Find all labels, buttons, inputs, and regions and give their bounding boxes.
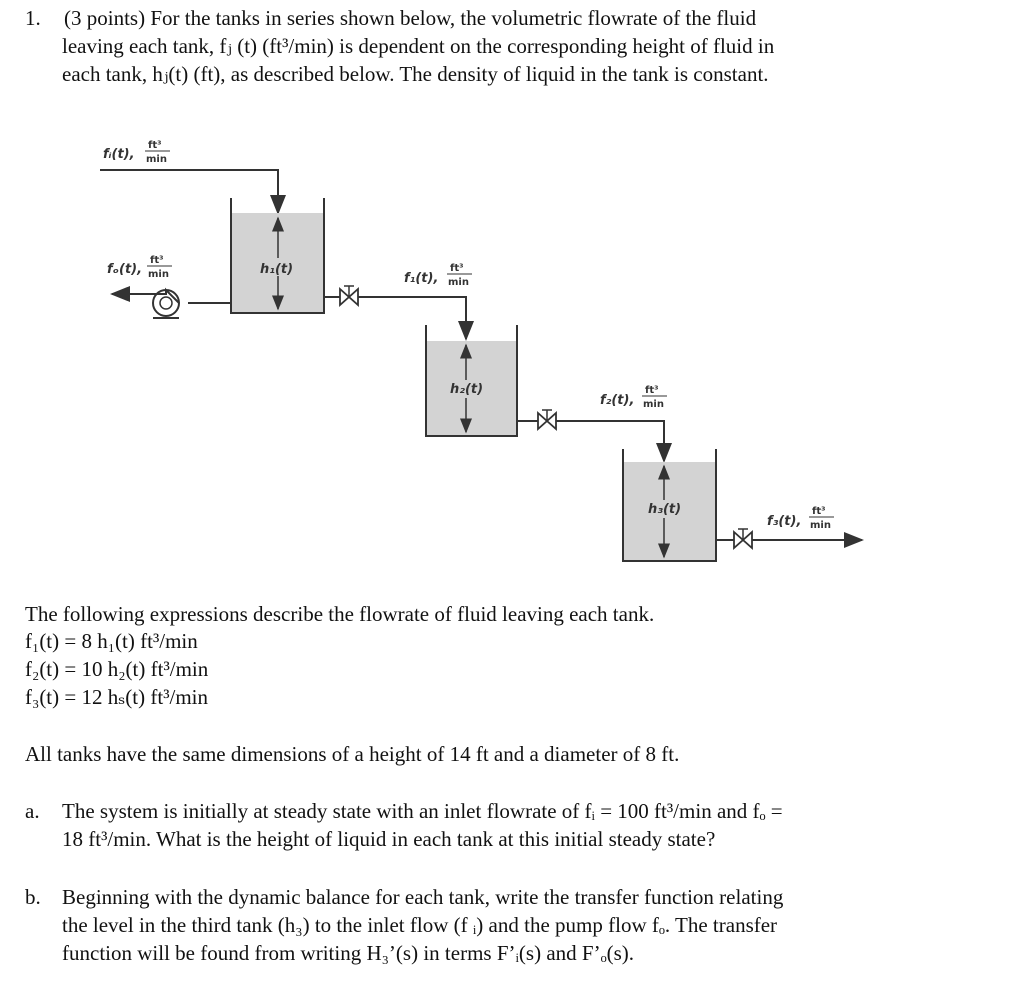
svg-text:ft³: ft³ bbox=[812, 506, 826, 517]
svg-text:min: min bbox=[810, 520, 831, 531]
svg-text:ft³: ft³ bbox=[645, 385, 659, 396]
dimensions-text: All tanks have the same dimensions of a height of 14 ft and a diameter of 8 ft. bbox=[25, 742, 680, 766]
svg-text:f₂(t),: f₂(t), bbox=[600, 393, 635, 408]
inlet-pipe bbox=[100, 170, 278, 213]
intro-line-3: each tank, hⱼ(t) (ft), as described below. The density of liquid in the tank is constant. bbox=[62, 62, 769, 86]
part-b-line-1: Beginning with the dynamic balance for each tank, write the transfer function relating bbox=[62, 885, 784, 909]
svg-text:min: min bbox=[448, 277, 469, 288]
part-a-line-2: 18 ft³/min. What is the height of liquid in each tank at this initial steady state? bbox=[62, 827, 716, 851]
pump bbox=[112, 290, 232, 318]
label-h3: h₃(t) bbox=[648, 502, 682, 517]
label-h2: h₂(t) bbox=[450, 382, 484, 397]
label-f1 bbox=[404, 263, 472, 288]
svg-text:f₃(t),: f₃(t), bbox=[767, 514, 802, 529]
svg-text:min: min bbox=[146, 154, 167, 165]
part-b-label: b. bbox=[25, 885, 41, 909]
tank-1 bbox=[231, 198, 324, 313]
svg-text:min: min bbox=[643, 399, 664, 410]
svg-text:min: min bbox=[148, 269, 169, 280]
intro-line-2: leaving each tank, fⱼ (t) (ft³/min) is dependent on the corresponding height of fluid in bbox=[62, 34, 775, 58]
part-a-line-1: The system is initially at steady state with an inlet flowrate of fᵢ = 100 ft³/min and fₒ = bbox=[62, 799, 783, 823]
intro-line-1: (3 points) For the tanks in series shown below, the volumetric flowrate of the fluid bbox=[64, 6, 757, 30]
svg-text:fₒ(t),: fₒ(t), bbox=[107, 262, 143, 277]
part-b-line-2: the level in the third tank (h₃) to the inlet flow (f ᵢ) and the pump flow fₒ. The transfer bbox=[62, 913, 778, 937]
label-h1: h₁(t) bbox=[260, 262, 294, 277]
svg-text:ft³: ft³ bbox=[148, 140, 162, 151]
equation-f3: f₃(t) = 12 hₛ(t) ft³/min bbox=[25, 685, 209, 709]
valve-1 bbox=[324, 286, 466, 339]
part-b-line-3: function will be found from writing H₃’(s) in terms F’ᵢ(s) and F’ₒ(s). bbox=[62, 941, 635, 965]
svg-text:ft³: ft³ bbox=[150, 255, 164, 266]
svg-text:fᵢ(t),: fᵢ(t), bbox=[103, 147, 135, 162]
label-f2 bbox=[600, 385, 667, 410]
problem-number: 1. bbox=[25, 6, 41, 30]
valve-3 bbox=[716, 529, 862, 548]
svg-text:f₁(t),: f₁(t), bbox=[404, 271, 439, 286]
equation-f1: f₁(t) = 8 h₁(t) ft³/min bbox=[25, 629, 198, 653]
label-fi bbox=[103, 140, 170, 165]
equation-f2: f₂(t) = 10 h₂(t) ft³/min bbox=[25, 657, 209, 681]
part-a-label: a. bbox=[25, 799, 40, 823]
svg-text:ft³: ft³ bbox=[450, 263, 464, 274]
label-fo bbox=[107, 255, 172, 280]
valve-2 bbox=[517, 410, 664, 461]
label-f3 bbox=[767, 506, 834, 531]
expressions-intro: The following expressions describe the flowrate of fluid leaving each tank. bbox=[25, 602, 655, 626]
tank-2 bbox=[426, 325, 517, 436]
